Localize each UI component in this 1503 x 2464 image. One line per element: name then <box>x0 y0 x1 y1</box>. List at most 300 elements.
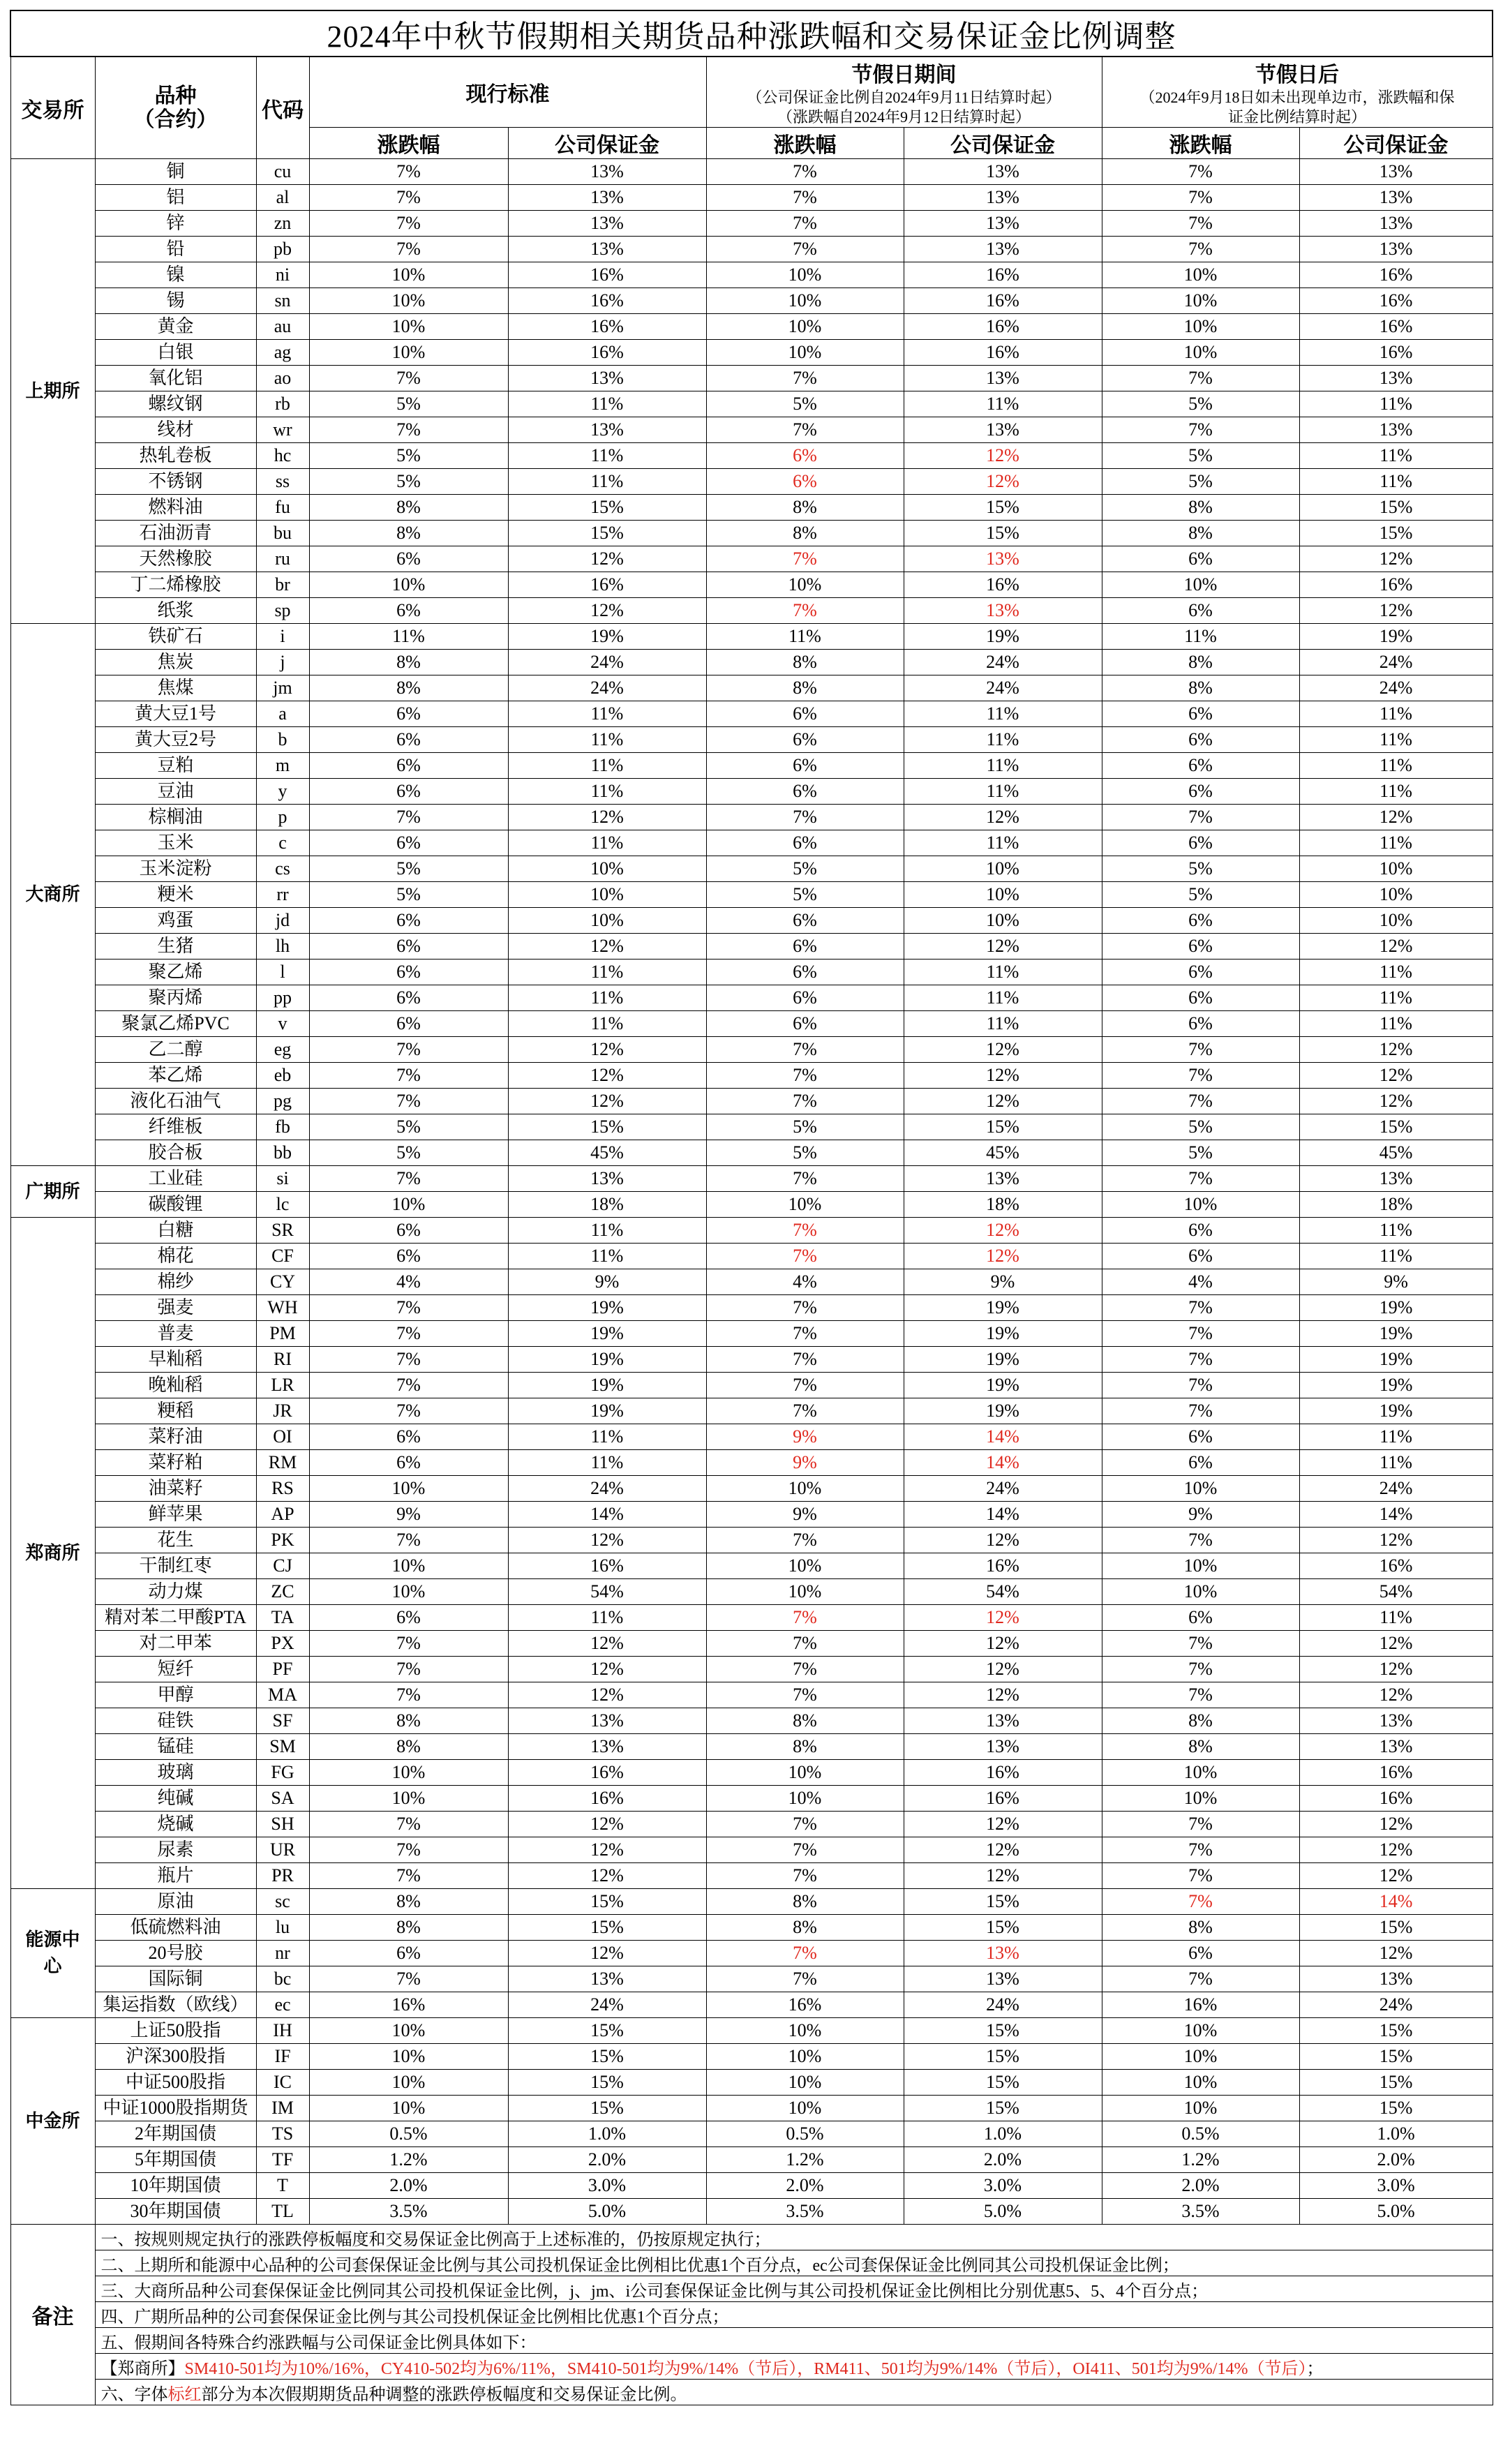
header-variety-label: 品种 <box>154 84 197 107</box>
cur-margin-cell: 12% <box>508 1063 706 1089</box>
cur-margin-cell: 11% <box>508 753 706 779</box>
table-row <box>10 237 1493 262</box>
hol-margin-cell: 13% <box>904 1708 1102 1734</box>
code-cell: fb <box>256 1114 309 1140</box>
cur-limit-cell: 10% <box>309 2044 508 2070</box>
hol-limit-cell: 8% <box>706 521 904 546</box>
cur-limit-cell: 10% <box>309 1192 508 1218</box>
hol-margin-cell: 13% <box>904 366 1102 391</box>
aft-margin-cell: 24% <box>1299 1476 1493 1502</box>
cur-margin-cell: 11% <box>508 469 706 495</box>
cur-limit-cell: 7% <box>309 417 508 443</box>
aft-limit-cell: 7% <box>1102 1966 1299 1992</box>
hol-limit-cell: 5% <box>706 1114 904 1140</box>
code-cell: bc <box>256 1966 309 1992</box>
cur-margin-cell: 15% <box>508 1889 706 1915</box>
hol-margin-cell: 13% <box>904 237 1102 262</box>
aft-limit-cell: 7% <box>1102 805 1299 830</box>
cur-limit-cell: 7% <box>309 1063 508 1089</box>
cur-margin-cell: 12% <box>508 1812 706 1837</box>
aft-limit-cell: 6% <box>1102 753 1299 779</box>
hol-margin-cell: 15% <box>904 1889 1102 1915</box>
header-holiday-note2: （涨跌幅自2024年9月12日结算时起） <box>777 108 1031 126</box>
variety-cell: 2年期国债 <box>95 2121 256 2147</box>
cur-margin-cell: 19% <box>508 1373 706 1398</box>
variety-cell: 玉米 <box>95 830 256 856</box>
header-variety-sub: （合约） <box>133 107 218 131</box>
aft-limit-cell: 7% <box>1102 1631 1299 1657</box>
variety-cell: 镍 <box>95 262 256 288</box>
variety-cell: 天然橡胶 <box>95 546 256 572</box>
aft-limit-cell: 5% <box>1102 443 1299 469</box>
header-holiday <box>706 57 1102 128</box>
cur-margin-cell: 14% <box>508 1502 706 1528</box>
variety-cell: 螺纹钢 <box>95 391 256 417</box>
cur-margin-cell: 12% <box>508 1682 706 1708</box>
aft-limit-cell: 11% <box>1102 624 1299 650</box>
aft-limit-cell: 6% <box>1102 960 1299 985</box>
aft-margin-cell: 11% <box>1299 830 1493 856</box>
cur-margin-cell: 13% <box>508 1166 706 1192</box>
variety-cell: 胶合板 <box>95 1140 256 1166</box>
hol-limit-cell: 7% <box>706 1373 904 1398</box>
code-cell: MA <box>256 1682 309 1708</box>
variety-cell: 粳稻 <box>95 1398 256 1424</box>
hol-limit-cell: 7% <box>706 1347 904 1373</box>
hol-limit-cell: 6% <box>706 753 904 779</box>
cur-limit-cell: 7% <box>309 1321 508 1347</box>
hol-margin-cell: 15% <box>904 2044 1102 2070</box>
aft-margin-cell: 12% <box>1299 1657 1493 1682</box>
notes-section <box>10 2225 1493 2405</box>
hol-margin-cell: 9% <box>904 1269 1102 1295</box>
table-row <box>10 1889 1493 1915</box>
aft-limit-cell: 6% <box>1102 701 1299 727</box>
aft-margin-cell: 11% <box>1299 1424 1493 1450</box>
header-after <box>1102 57 1493 128</box>
hol-limit-cell: 7% <box>706 1063 904 1089</box>
table-row <box>10 960 1493 985</box>
aft-margin-cell: 13% <box>1299 159 1493 185</box>
aft-limit-cell: 6% <box>1102 830 1299 856</box>
table-row <box>10 1011 1493 1037</box>
code-cell: PF <box>256 1657 309 1682</box>
cur-limit-cell: 6% <box>309 1424 508 1450</box>
hol-limit-cell: 6% <box>706 960 904 985</box>
cur-margin-cell: 9% <box>508 1269 706 1295</box>
aft-margin-cell: 12% <box>1299 1037 1493 1063</box>
hol-margin-cell: 12% <box>904 805 1102 830</box>
aft-limit-cell: 6% <box>1102 1941 1299 1966</box>
cur-limit-cell: 6% <box>309 830 508 856</box>
cur-limit-cell: 6% <box>309 960 508 985</box>
variety-cell: 菜籽粕 <box>95 1450 256 1476</box>
code-cell: bu <box>256 521 309 546</box>
aft-margin-cell: 24% <box>1299 675 1493 701</box>
variety-cell: 菜籽油 <box>95 1424 256 1450</box>
cur-limit-cell: 16% <box>309 1992 508 2018</box>
aft-limit-cell: 10% <box>1102 340 1299 366</box>
aft-margin-cell: 12% <box>1299 1528 1493 1553</box>
cur-margin-cell: 15% <box>508 2018 706 2044</box>
aft-limit-cell: 7% <box>1102 1166 1299 1192</box>
code-cell: ZC <box>256 1579 309 1605</box>
table-row <box>10 2070 1493 2096</box>
hol-margin-cell: 11% <box>904 701 1102 727</box>
hol-margin-cell: 12% <box>904 469 1102 495</box>
hol-margin-cell: 15% <box>904 2018 1102 2044</box>
hol-limit-cell: 7% <box>706 237 904 262</box>
cur-margin-cell: 13% <box>508 366 706 391</box>
cur-limit-cell: 7% <box>309 1373 508 1398</box>
table-row <box>10 1347 1493 1373</box>
table-row <box>10 598 1493 624</box>
exchange-cell: 大商所 <box>10 624 95 1166</box>
hol-margin-cell: 12% <box>904 1605 1102 1631</box>
hol-limit-cell: 10% <box>706 314 904 340</box>
cur-limit-cell: 4% <box>309 1269 508 1295</box>
hol-limit-cell: 7% <box>706 1295 904 1321</box>
hol-margin-cell: 13% <box>904 159 1102 185</box>
aft-limit-cell: 6% <box>1102 546 1299 572</box>
code-cell: SM <box>256 1734 309 1760</box>
aft-limit-cell: 10% <box>1102 572 1299 598</box>
table-row <box>10 882 1493 908</box>
aft-margin-cell: 45% <box>1299 1140 1493 1166</box>
table-row <box>10 675 1493 701</box>
aft-limit-cell: 8% <box>1102 1708 1299 1734</box>
exchange-cell: 上期所 <box>10 159 95 624</box>
cur-limit-cell: 7% <box>309 1166 508 1192</box>
hol-limit-cell: 7% <box>706 546 904 572</box>
code-cell: p <box>256 805 309 830</box>
variety-cell: 黄大豆1号 <box>95 701 256 727</box>
cur-limit-cell: 10% <box>309 1553 508 1579</box>
aft-limit-cell: 5% <box>1102 1140 1299 1166</box>
cur-limit-cell: 7% <box>309 1398 508 1424</box>
aft-limit-cell: 10% <box>1102 2018 1299 2044</box>
cur-limit-cell: 6% <box>309 1011 508 1037</box>
variety-cell: 棉花 <box>95 1244 256 1269</box>
variety-cell: 鲜苹果 <box>95 1502 256 1528</box>
hol-margin-cell: 45% <box>904 1140 1102 1166</box>
cur-margin-cell: 12% <box>508 1037 706 1063</box>
variety-cell: 铅 <box>95 237 256 262</box>
code-cell: nr <box>256 1941 309 1966</box>
code-cell: RM <box>256 1450 309 1476</box>
note-row <box>10 2302 1493 2328</box>
variety-cell: 玻璃 <box>95 1760 256 1786</box>
exchange-cell: 广期所 <box>10 1166 95 1218</box>
hol-limit-cell: 9% <box>706 1502 904 1528</box>
cur-limit-cell: 1.2% <box>309 2147 508 2173</box>
cur-margin-cell: 10% <box>508 882 706 908</box>
aft-margin-cell: 11% <box>1299 779 1493 805</box>
table-row <box>10 417 1493 443</box>
code-cell: AP <box>256 1502 309 1528</box>
code-cell: LR <box>256 1373 309 1398</box>
aft-margin-cell: 14% <box>1299 1889 1493 1915</box>
aft-limit-cell: 2.0% <box>1102 2173 1299 2199</box>
cur-margin-cell: 45% <box>508 1140 706 1166</box>
variety-cell: 短纤 <box>95 1657 256 1682</box>
table-row <box>10 1605 1493 1631</box>
aft-margin-cell: 11% <box>1299 985 1493 1011</box>
code-cell: ao <box>256 366 309 391</box>
aft-limit-cell: 7% <box>1102 1295 1299 1321</box>
aft-margin-cell: 13% <box>1299 1708 1493 1734</box>
note-row <box>10 2250 1493 2276</box>
table-row <box>10 1192 1493 1218</box>
hol-limit-cell: 11% <box>706 624 904 650</box>
hol-margin-cell: 19% <box>904 1321 1102 1347</box>
hol-limit-cell: 7% <box>706 1682 904 1708</box>
table-row <box>10 1682 1493 1708</box>
cur-limit-cell: 8% <box>309 650 508 675</box>
cur-margin-cell: 1.0% <box>508 2121 706 2147</box>
aft-limit-cell: 10% <box>1102 314 1299 340</box>
cur-margin-cell: 16% <box>508 340 706 366</box>
code-cell: ec <box>256 1992 309 2018</box>
table-row <box>10 830 1493 856</box>
hol-margin-cell: 24% <box>904 1476 1102 1502</box>
cur-limit-cell: 10% <box>309 2096 508 2121</box>
variety-cell: 低硫燃料油 <box>95 1915 256 1941</box>
variety-cell: 苯乙烯 <box>95 1063 256 1089</box>
code-cell: TS <box>256 2121 309 2147</box>
note-text: 四、广期所品种的公司套保保证金比例与其公司投机保证金比例相比优惠1个百分点； <box>95 2302 1493 2328</box>
aft-margin-cell: 11% <box>1299 960 1493 985</box>
hol-margin-cell: 15% <box>904 521 1102 546</box>
code-cell: i <box>256 624 309 650</box>
variety-cell: 碳酸锂 <box>95 1192 256 1218</box>
cur-margin-cell: 13% <box>508 159 706 185</box>
hol-limit-cell: 8% <box>706 1708 904 1734</box>
table-row <box>10 185 1493 211</box>
cur-limit-cell: 6% <box>309 934 508 960</box>
table-row <box>10 1812 1493 1837</box>
aft-limit-cell: 6% <box>1102 985 1299 1011</box>
cur-limit-cell: 7% <box>309 1631 508 1657</box>
header-cur-limit: 涨跌幅 <box>309 128 508 159</box>
hol-limit-cell: 3.5% <box>706 2199 904 2225</box>
variety-cell: 铝 <box>95 185 256 211</box>
code-cell: SF <box>256 1708 309 1734</box>
table-row <box>10 495 1493 521</box>
variety-cell: 聚乙烯 <box>95 960 256 985</box>
aft-margin-cell: 13% <box>1299 1166 1493 1192</box>
table-row <box>10 1502 1493 1528</box>
note-7-red: 标红 <box>167 2385 202 2404</box>
cur-limit-cell: 7% <box>309 1295 508 1321</box>
aft-limit-cell: 7% <box>1102 1347 1299 1373</box>
aft-limit-cell: 7% <box>1102 366 1299 391</box>
cur-margin-cell: 12% <box>508 1528 706 1553</box>
cur-margin-cell: 16% <box>508 1553 706 1579</box>
hol-limit-cell: 6% <box>706 469 904 495</box>
note-row <box>10 2328 1493 2354</box>
aft-margin-cell: 3.0% <box>1299 2173 1493 2199</box>
cur-margin-cell: 11% <box>508 1424 706 1450</box>
variety-cell: 铁矿石 <box>95 624 256 650</box>
hol-limit-cell: 7% <box>706 805 904 830</box>
aft-margin-cell: 16% <box>1299 314 1493 340</box>
variety-cell: 对二甲苯 <box>95 1631 256 1657</box>
header-hol-margin: 公司保证金 <box>904 128 1102 159</box>
aft-limit-cell: 7% <box>1102 185 1299 211</box>
aft-margin-cell: 15% <box>1299 495 1493 521</box>
table-row <box>10 624 1493 650</box>
hol-limit-cell: 8% <box>706 495 904 521</box>
aft-margin-cell: 16% <box>1299 1786 1493 1812</box>
cur-margin-cell: 15% <box>508 1114 706 1140</box>
code-cell: IM <box>256 2096 309 2121</box>
cur-margin-cell: 11% <box>508 443 706 469</box>
hol-margin-cell: 16% <box>904 340 1102 366</box>
aft-limit-cell: 7% <box>1102 1657 1299 1682</box>
code-cell: si <box>256 1166 309 1192</box>
table-row <box>10 391 1493 417</box>
table-row <box>10 2147 1493 2173</box>
aft-limit-cell: 6% <box>1102 1450 1299 1476</box>
aft-limit-cell: 10% <box>1102 288 1299 314</box>
aft-margin-cell: 13% <box>1299 1734 1493 1760</box>
variety-cell: 液化石油气 <box>95 1089 256 1114</box>
hol-margin-cell: 1.0% <box>904 2121 1102 2147</box>
hol-limit-cell: 9% <box>706 1450 904 1476</box>
table-row <box>10 366 1493 391</box>
cur-margin-cell: 16% <box>508 1786 706 1812</box>
hol-limit-cell: 7% <box>706 1218 904 1244</box>
hol-margin-cell: 12% <box>904 1063 1102 1089</box>
hol-margin-cell: 11% <box>904 753 1102 779</box>
hol-margin-cell: 13% <box>904 598 1102 624</box>
code-cell: TF <box>256 2147 309 2173</box>
hol-limit-cell: 7% <box>706 1837 904 1863</box>
table-row <box>10 262 1493 288</box>
hol-limit-cell: 10% <box>706 288 904 314</box>
code-cell: UR <box>256 1837 309 1863</box>
hol-limit-cell: 7% <box>706 1812 904 1837</box>
variety-cell: 铜 <box>95 159 256 185</box>
cur-margin-cell: 13% <box>508 417 706 443</box>
hol-limit-cell: 7% <box>706 1244 904 1269</box>
cur-margin-cell: 12% <box>508 1089 706 1114</box>
aft-limit-cell: 10% <box>1102 1760 1299 1786</box>
table-row <box>10 934 1493 960</box>
cur-limit-cell: 7% <box>309 1812 508 1837</box>
cur-limit-cell: 5% <box>309 1114 508 1140</box>
margin-adjustment-sheet <box>10 10 1492 2405</box>
code-cell: RS <box>256 1476 309 1502</box>
aft-limit-cell: 7% <box>1102 1837 1299 1863</box>
hol-margin-cell: 16% <box>904 314 1102 340</box>
cur-limit-cell: 5% <box>309 469 508 495</box>
variety-cell: 棉纱 <box>95 1269 256 1295</box>
hol-margin-cell: 14% <box>904 1424 1102 1450</box>
aft-limit-cell: 5% <box>1102 882 1299 908</box>
code-cell: TL <box>256 2199 309 2225</box>
variety-cell: 锰硅 <box>95 1734 256 1760</box>
aft-margin-cell: 10% <box>1299 856 1493 882</box>
note-text: 三、大商所品种公司套保保证金比例同其公司投机保证金比例，j、jm、i公司套保保证金比例与其公司投机保证金比例相比分别优惠5、5、4个百分点； <box>95 2276 1493 2302</box>
hol-limit-cell: 10% <box>706 1192 904 1218</box>
aft-margin-cell: 13% <box>1299 237 1493 262</box>
table-row <box>10 1708 1493 1734</box>
code-cell: CJ <box>256 1553 309 1579</box>
table-row <box>10 1114 1493 1140</box>
aft-limit-cell: 7% <box>1102 237 1299 262</box>
cur-margin-cell: 15% <box>508 1915 706 1941</box>
cur-limit-cell: 6% <box>309 985 508 1011</box>
hol-limit-cell: 9% <box>706 1424 904 1450</box>
aft-margin-cell: 16% <box>1299 572 1493 598</box>
code-cell: br <box>256 572 309 598</box>
cur-limit-cell: 10% <box>309 314 508 340</box>
hol-margin-cell: 13% <box>904 417 1102 443</box>
aft-limit-cell: 6% <box>1102 908 1299 934</box>
variety-cell: 20号胶 <box>95 1941 256 1966</box>
cur-margin-cell: 13% <box>508 237 706 262</box>
cur-margin-cell: 12% <box>508 934 706 960</box>
cur-limit-cell: 6% <box>309 1605 508 1631</box>
aft-margin-cell: 19% <box>1299 1321 1493 1347</box>
aft-margin-cell: 24% <box>1299 1992 1493 2018</box>
cur-limit-cell: 6% <box>309 1941 508 1966</box>
hol-limit-cell: 8% <box>706 1889 904 1915</box>
cur-margin-cell: 12% <box>508 1863 706 1889</box>
cur-limit-cell: 5% <box>309 882 508 908</box>
code-cell: SR <box>256 1218 309 1244</box>
hol-margin-cell: 12% <box>904 1089 1102 1114</box>
exchange-cell: 能源中心 <box>10 1889 95 2018</box>
hol-margin-cell: 12% <box>904 1657 1102 1682</box>
hol-margin-cell: 19% <box>904 624 1102 650</box>
aft-margin-cell: 1.0% <box>1299 2121 1493 2147</box>
cur-margin-cell: 12% <box>508 598 706 624</box>
hol-margin-cell: 15% <box>904 2070 1102 2096</box>
hol-margin-cell: 13% <box>904 1941 1102 1966</box>
variety-cell: 丁二烯橡胶 <box>95 572 256 598</box>
aft-limit-cell: 6% <box>1102 1244 1299 1269</box>
hol-limit-cell: 10% <box>706 262 904 288</box>
aft-limit-cell: 7% <box>1102 1528 1299 1553</box>
table-row <box>10 753 1493 779</box>
exchange-cell: 郑商所 <box>10 1218 95 1889</box>
table-row <box>10 1218 1493 1244</box>
table-row <box>10 1915 1493 1941</box>
hol-limit-cell: 4% <box>706 1269 904 1295</box>
code-cell: ru <box>256 546 309 572</box>
code-cell: zn <box>256 211 309 237</box>
table-row <box>10 1063 1493 1089</box>
header-current: 现行标准 <box>309 57 706 128</box>
cur-limit-cell: 7% <box>309 1863 508 1889</box>
aft-limit-cell: 4% <box>1102 1269 1299 1295</box>
cur-margin-cell: 11% <box>508 727 706 753</box>
hol-margin-cell: 19% <box>904 1347 1102 1373</box>
table-row <box>10 1140 1493 1166</box>
aft-limit-cell: 6% <box>1102 598 1299 624</box>
aft-margin-cell: 10% <box>1299 908 1493 934</box>
hol-limit-cell: 7% <box>706 417 904 443</box>
aft-limit-cell: 10% <box>1102 1786 1299 1812</box>
variety-cell: 石油沥青 <box>95 521 256 546</box>
aft-limit-cell: 7% <box>1102 1889 1299 1915</box>
variety-cell: 早籼稻 <box>95 1347 256 1373</box>
aft-margin-cell: 11% <box>1299 1218 1493 1244</box>
cur-limit-cell: 7% <box>309 1837 508 1863</box>
